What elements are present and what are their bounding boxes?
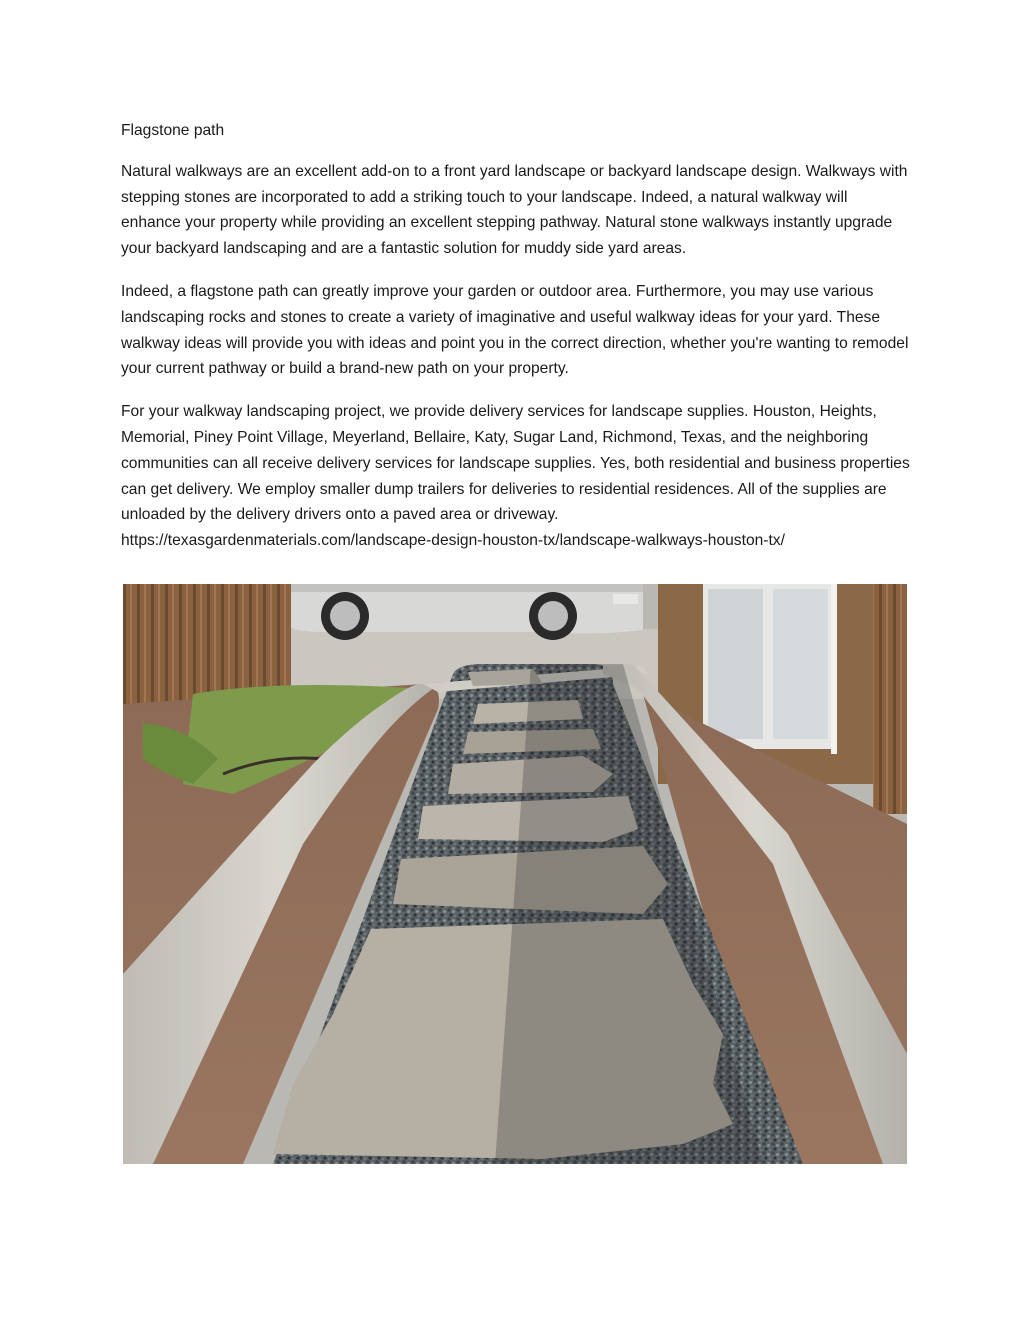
source-url[interactable]: https://texasgardenmaterials.com/landscape-design-houston-tx/landscape-walkways-houston-tx/ [121, 532, 785, 550]
flagstone-walkway-photo [123, 584, 907, 1164]
paragraph-ideas: Indeed, a flagstone path can greatly improve your garden or outdoor area. Furthermore, you may use various landscaping rocks and stones to create a variety of imaginative and useful walkway ideas for your yard. These walkway ideas will provide you with ideas and point you in the correct direction, whether you're wanting to remodel your current pathway or build a brand-new path on your property. [121, 282, 909, 378]
paragraph-delivery: For your walkway landscaping project, we provide delivery services for landscape supplies. Houston, Heights, Memorial, Piney Point Village, Meyerland, Bellaire, Katy, Sugar Land, Richmond, Texas, and the neighboring communities can all receive delivery services for landscape supplies. Yes, both residential and business properties can get delivery. We employ smaller dump trailers for deliveries to residential residences. All of the supplies are unloaded by the delivery drivers onto a paved area or driveway. [121, 403, 910, 524]
car-background [283, 584, 643, 640]
document-body [121, 118, 911, 554]
paragraph-intro: Natural walkways are an excellent add-on to a front yard landscape or backyard landscape design. Walkways with stepping stones are incorporated to add a striking touch to your landscape. Indeed, a natural walkway will enhance your property while providing an excellent stepping pathway. Natural stone walkways instantly upgrade your backyard landscaping and are a fantastic solution for muddy side yard areas. [121, 162, 908, 258]
section-heading: Flagstone path [121, 122, 225, 139]
